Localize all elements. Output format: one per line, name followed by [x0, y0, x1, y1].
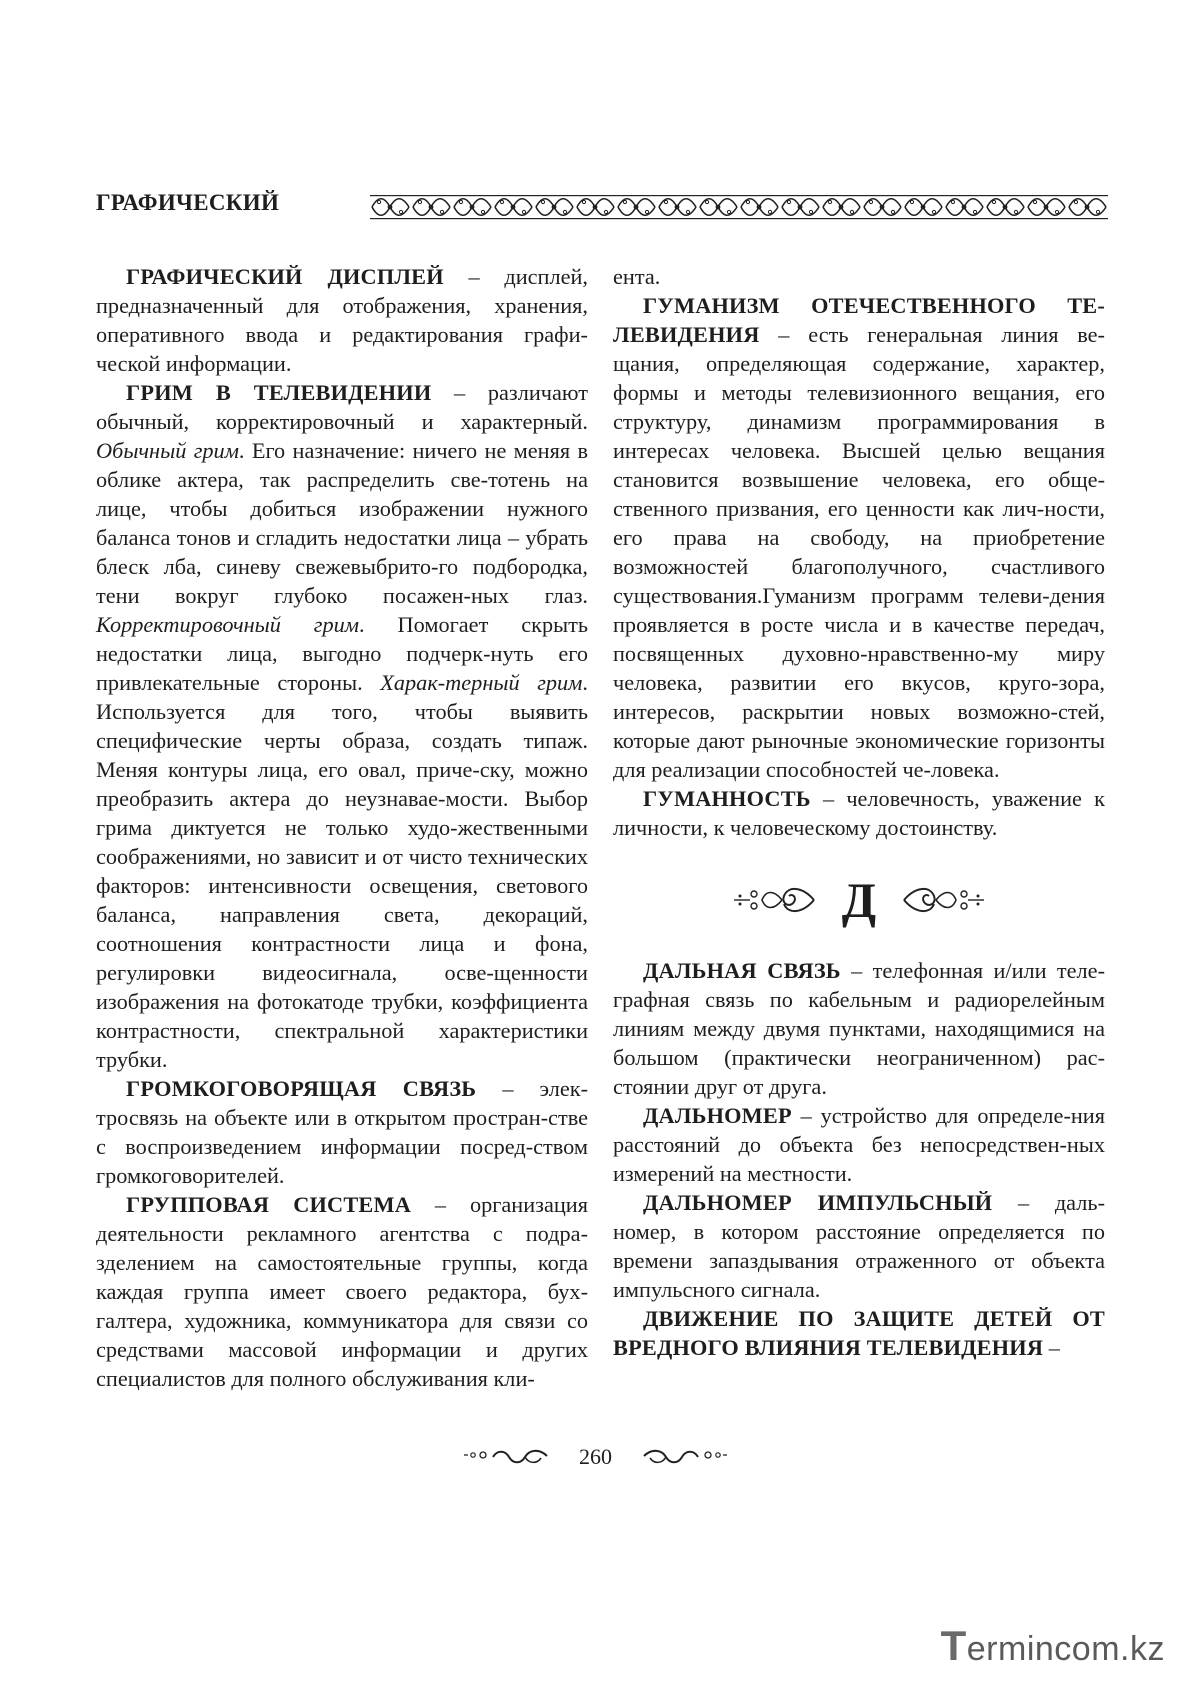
- right-column: [613, 262, 1105, 1362]
- entry-term: ГРАФИЧЕСКИЙ ДИСПЛЕЙ: [126, 264, 444, 289]
- watermark-text: erminc: [966, 1630, 1072, 1668]
- entry-text: – организация деятельности рекламного агентства с подра-зделением на самостоятельные группы, когда каждая группа имеет своего редактора, бух-галтера, художника, коммуникатора для связи со средствами массовой информации и других специалистов для полного обслуживания кли-: [96, 1192, 588, 1391]
- entry-text: . Помогает скрыть недостатки лица, выгодно подчерк-нуть его привлекательные стороны.: [96, 612, 589, 695]
- entry-humanism-tv: [613, 291, 1105, 784]
- entry-text: – человечность, уважение к личности, к человеческому достоинству.: [613, 786, 1105, 840]
- entry-text: . Его назначение: ничего не меняя в облике актера, так распределить све-тотень на лице, чтобы добиться изображении нужного баланса тонов и сгладить недостатки лица – убрать блеск лба, синеву свежевыбрито-го подбородка, тени вокруг глубоко посажен-ных глаз.: [96, 438, 588, 608]
- entry-term: ГРИМ В ТЕЛЕВИДЕНИИ: [126, 380, 432, 405]
- entry-term: ГРОМКОГОВОРЯЩАЯ СВЯЗЬ: [126, 1076, 477, 1101]
- watermark-text: o: [1071, 1630, 1092, 1668]
- entry-term: ДАЛЬНАЯ СВЯЗЬ: [643, 958, 841, 983]
- entry-tv-makeup: [96, 378, 588, 1074]
- entry-graphic-display: [96, 262, 588, 378]
- entry-pulse-rangefinder: [613, 1188, 1105, 1304]
- ornament-swirl-icon: [463, 1446, 549, 1468]
- entry-text: –: [1043, 1335, 1060, 1360]
- entry-text: – устройство для определе-ния расстояний до объекта без непосредствен-ных измерений на местности.: [613, 1103, 1105, 1186]
- entry-term: ДАЛЬНОМЕР: [643, 1103, 792, 1128]
- continuation-text: ента.: [613, 264, 661, 289]
- entry-term: ГРУППОВАЯ СИСТЕМА: [126, 1192, 412, 1217]
- ornament-scroll-icon: [732, 880, 816, 920]
- entry-group-system: [96, 1190, 588, 1393]
- page-footer: [0, 1444, 1191, 1470]
- entry-rangefinder: [613, 1101, 1105, 1188]
- entry-term: ГУМАНИЗМ ОТЕЧЕСТВЕННОГО ТЕ-ЛЕВИДЕНИЯ: [613, 293, 1105, 347]
- entry-text: – дисплей, предназначенный для отображения, хранения, оперативного ввода и редактирования графи-ческой информации.: [96, 264, 589, 376]
- page-number: 260: [579, 1444, 612, 1469]
- entry-emphasis: Корректировочный грим: [96, 612, 360, 637]
- watermark-letter: T: [940, 1622, 967, 1669]
- entry-text: – даль-номер, в котором расстояние определяется по времени запаздывания отраженного от объекта импульсного сигнала.: [613, 1190, 1105, 1302]
- section-letter-block: [613, 858, 1105, 942]
- entry-humaneness: [613, 784, 1105, 842]
- entry-emphasis: Харак-терный грим: [380, 670, 583, 695]
- entry-text: – элек-тросвязь на объекте или в открытом простран-стве с воспроизведением информации посред-ством громкоговорителей.: [96, 1076, 588, 1188]
- entry-text: . Используется для того, чтобы выявить специфические черты образа, создать типаж. Меняя контуры лица, его овал, приче-ску, можно преобразить актера до неузнавае-мости. Выбор грима диктуется не только худо-жественными соображениями, но зависит и от чисто технических факторов: интенсивности освещения, светового баланса, направления света, декораций, соотношения контрастности лица и фона, регулировки видеосигнала, осве-щенности изображения на фотокатоде трубки, коэффициента контрастности, спектральной характеристики трубки.: [96, 670, 588, 1072]
- entry-term: ГУМАННОСТЬ: [643, 786, 811, 811]
- left-column: [96, 262, 588, 1393]
- entry-text: – есть генеральная линия ве-щания, определяющая содержание, характер, формы и методы телевизионного вещания, его структуру, динамизм программирования в интересах человека. Высшей целью вещания становится возвышение человека, его обще-ственного призвания, его ценности как лич-ности, его права на свободу, на приобретение возможностей благополучного, счастливого существования.Гуманизм программ телеви-дения проявляется в росте числа и в качестве передач, посвященных духовно-нравственно-му миру человека, развитии его вкусов, круго-зора, интересов, раскрытии новых возможно-стей, которые дают рыночные экономические горизонты для реализации способностей че-ловека.: [613, 322, 1105, 782]
- entry-text: – телефонная и/или теле-графная связь по кабельным и радиорелейным линиям между двумя пунктами, находящимися на большом (практически неограниченном) рас-стоянии друг от друга.: [613, 958, 1106, 1099]
- entry-emphasis: Обычный грим: [96, 438, 239, 463]
- ornament-scroll-icon: [902, 880, 986, 920]
- section-letter: Д: [841, 872, 877, 928]
- ornament-band-icon: [370, 194, 1108, 220]
- entry-long-distance-link: [613, 956, 1105, 1101]
- site-watermark: [941, 1622, 1165, 1670]
- running-title: ГРАФИЧЕСКИЙ: [96, 190, 280, 215]
- entry-child-protection-movement: [613, 1304, 1105, 1362]
- entry-term: ДВИЖЕНИЕ ПО ЗАЩИТЕ ДЕТЕЙ ОТ ВРЕДНОГО ВЛИЯНИЯ ТЕЛЕВИДЕНИЯ: [613, 1306, 1105, 1360]
- watermark-text: m.kz: [1091, 1630, 1165, 1668]
- ornament-swirl-icon: [642, 1446, 728, 1468]
- entry-loudspeaker-link: [96, 1074, 588, 1190]
- entry-term: ДАЛЬНОМЕР ИМПУЛЬСНЫЙ: [643, 1190, 993, 1215]
- entry-text: – различают обычный, корректировочный и характерный.: [96, 380, 588, 434]
